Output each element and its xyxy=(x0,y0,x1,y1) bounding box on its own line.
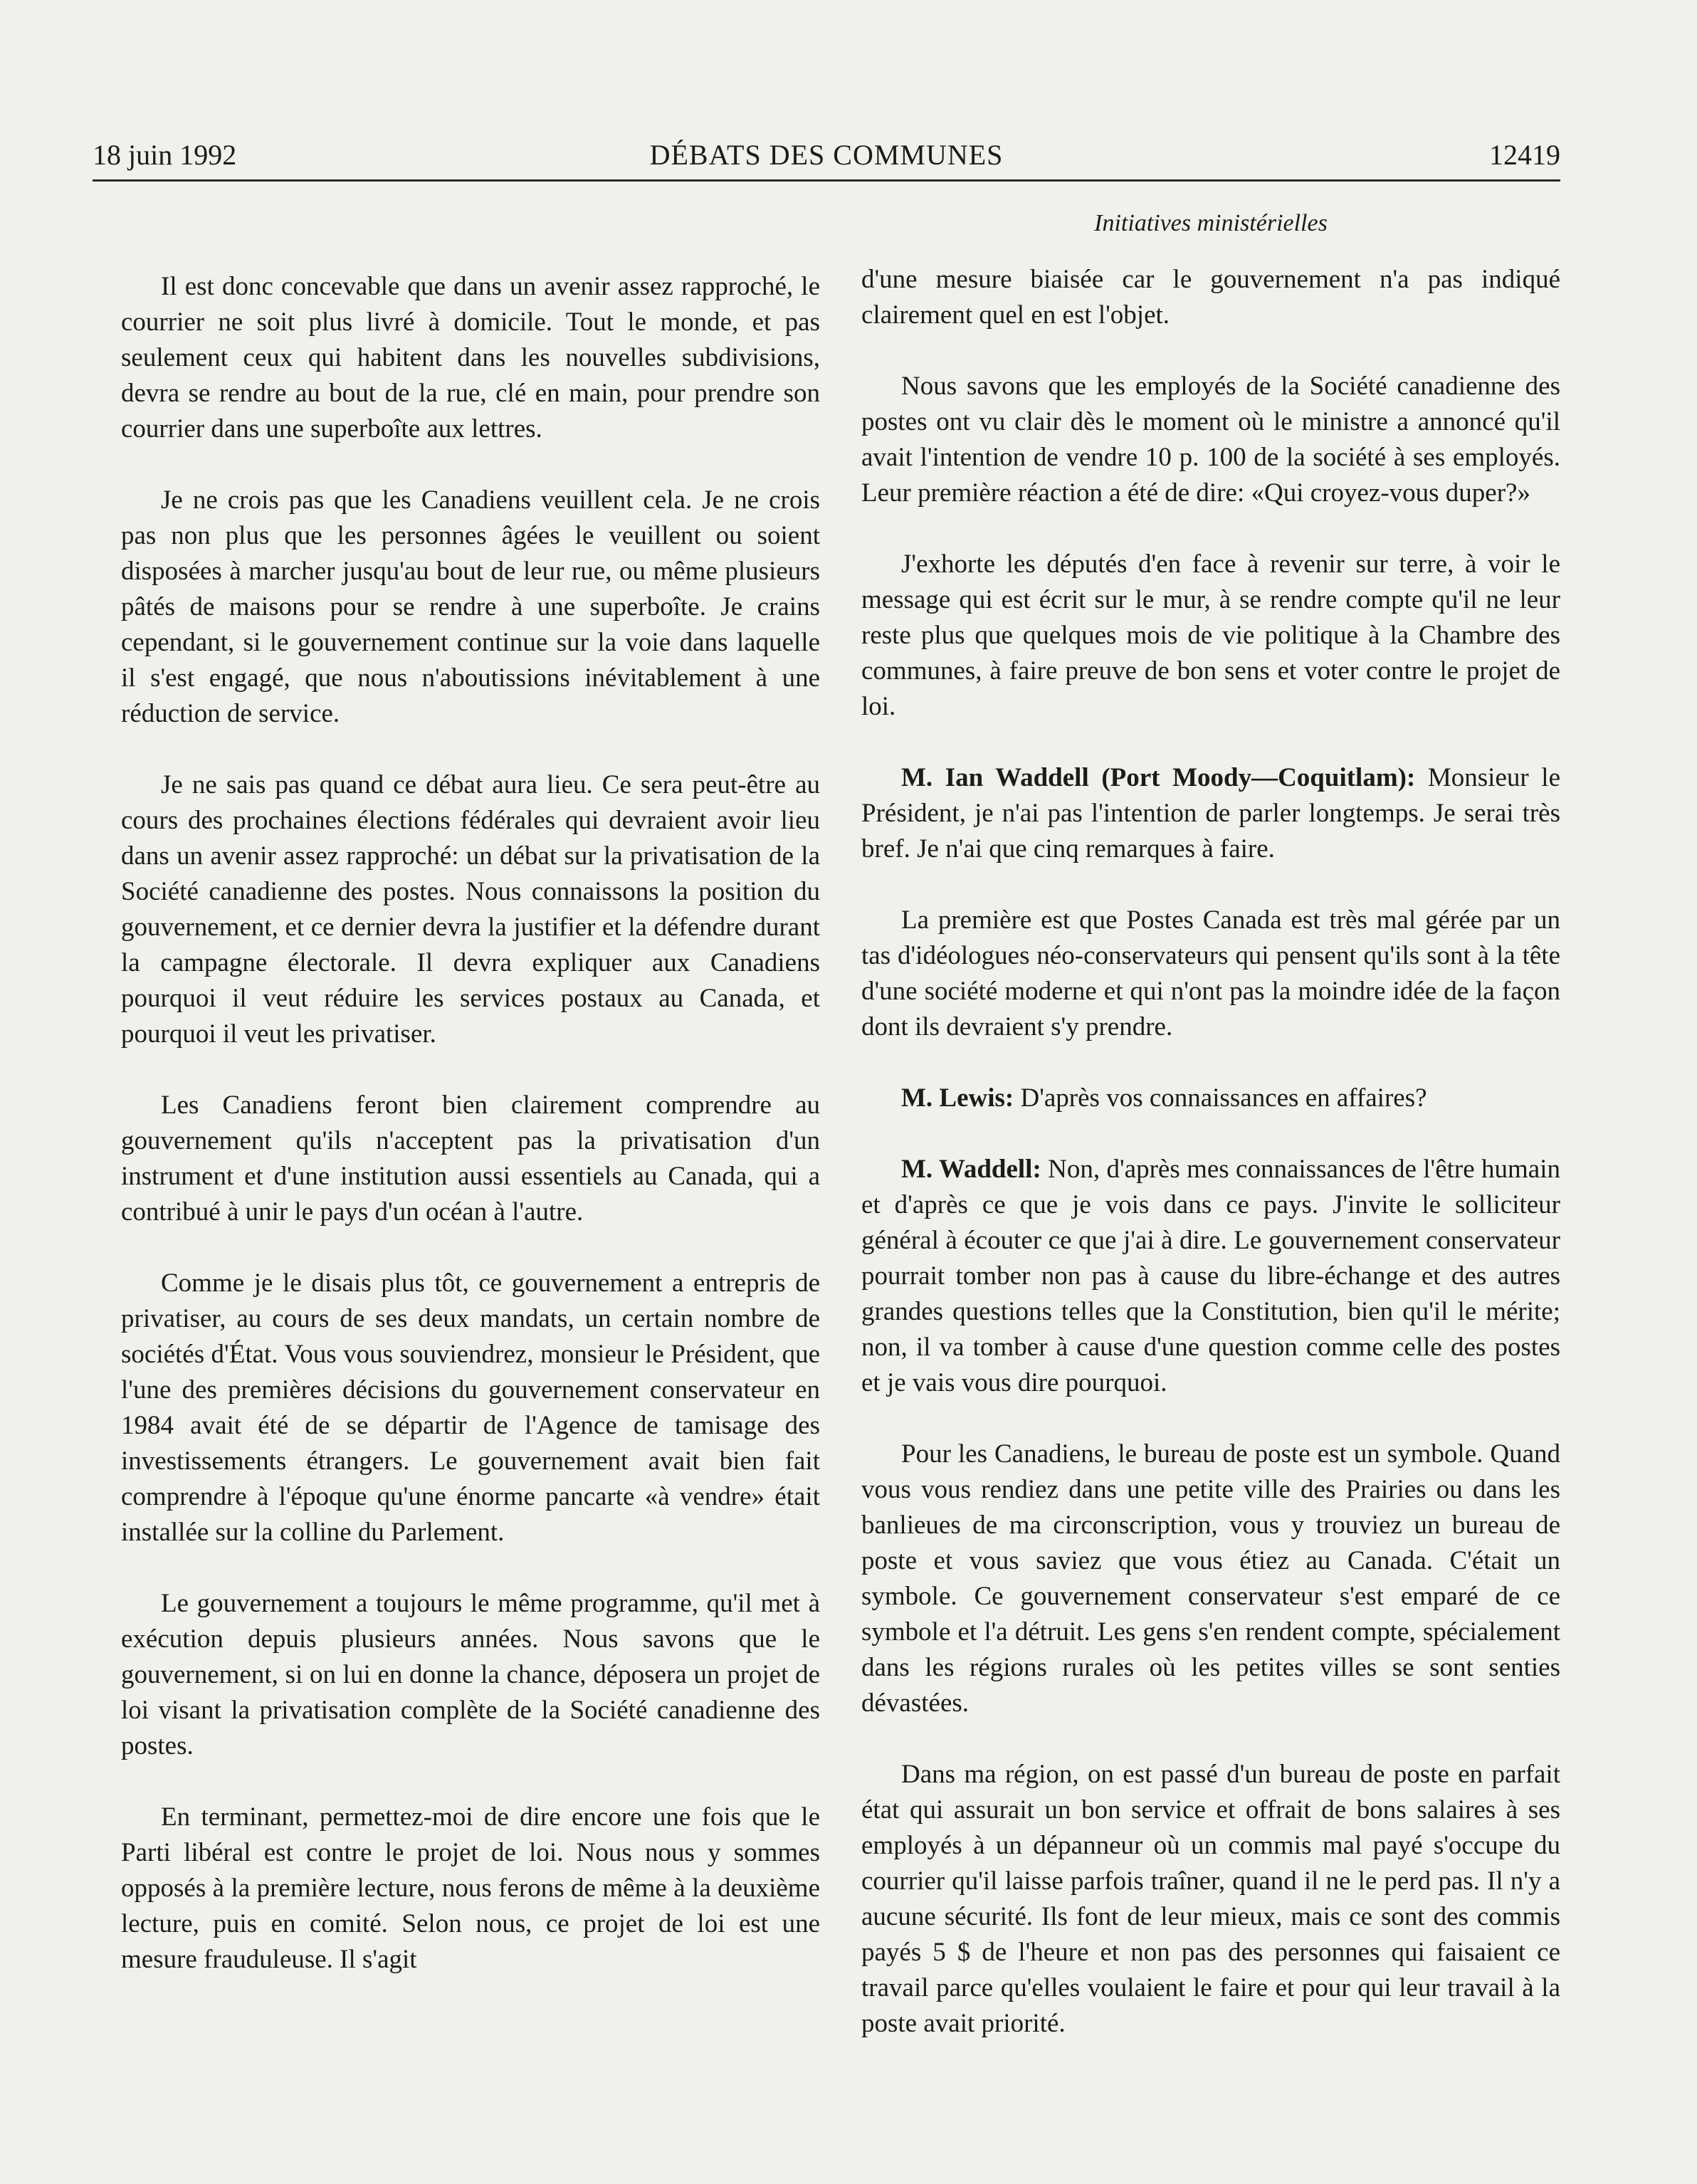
paragraph: Le gouvernement a toujours le même programme, qu'il met à exécution depuis plusieurs années. Nous savons que le gouvernement, si on lui en donne la chance, déposera un projet de loi visant la privatisation complète de la Société canadienne des postes. xyxy=(121,1589,820,1760)
paragraph: Dans ma région, on est passé d'un bureau de poste en parfait état qui assurait un bon service et offrait de bons salaires à ses employés à un dépanneur où un commis mal payé s'occupe du courrier qu'il laisse parfois traîner, quand il ne le perd pas. Il n'y a aucune sécurité. Ils font de leur mieux, mais ce sont des commis payés 5 $ de l'heure et non pas des personnes qui faisaient ce travail parce qu'elles voulaient le faire et pour qui leur travail à la poste avait priorité. xyxy=(861,1760,1560,2038)
paragraph: Nous savons que les employés de la Société canadienne des postes ont vu clair dès le moment où le ministre a annoncé qu'il avait l'intention de vendre 10 p. 100 de la société à ses employés. Leur première réaction a été de dire: «Qui croyez-vous duper?» xyxy=(861,372,1560,508)
speech-text: Monsieur le Président, je n'ai pas l'intention de parler longtemps. Je serai très bref. Je n'ai que cinq remarques à faire. xyxy=(861,763,1560,863)
paragraph: Pour les Canadiens, le bureau de poste est un symbole. Quand vous vous rendiez dans une petite ville des Prairies ou dans les banlieues de ma circonscription, vous y trouviez un bureau de poste et vous saviez que vous étiez au Canada. C'était un symbole. Ce gouvernement conservateur s'est emparé de ce symbole et l'a détruit. Les gens s'en rendent compte, spécialement dans les régions rurales où les petites villes se sont senties dévastées. xyxy=(861,1439,1560,1718)
right-column xyxy=(861,262,1560,2077)
paragraph: La première est que Postes Canada est très mal gérée par un tas d'idéologues néo-conservateurs qui pensent qu'ils sont à la tête d'une société moderne et qui n'ont pas la moindre idée de la façon dont ils devraient s'y prendre. xyxy=(861,905,1560,1041)
paragraph: Les Canadiens feront bien clairement comprendre au gouvernement qu'ils n'acceptent pas la privatisation d'un instrument et d'une institution aussi essentiels au Canada, qui a contribué à unir le pays d'un océan à l'autre. xyxy=(121,1091,820,1227)
speech-paragraph xyxy=(861,1081,1560,1116)
paragraph: Je ne crois pas que les Canadiens veuillent cela. Je ne crois pas non plus que les personnes âgées le veuillent ou soient disposées à marcher jusqu'au bout de leur rue, ou même plusieurs pâtés de maisons pour se rendre à une superboîte. Je crains cependant, si le gouvernement continue sur la voie dans laquelle il s'est engagé, que nous n'aboutissions inévitablement à une réduction de service. xyxy=(121,485,820,728)
paragraph: En terminant, permettez-moi de dire encore une fois que le Parti libéral est contre le projet de loi. Nous nous y sommes opposés à la première lecture, nous ferons de même à la deuxième lecture, puis en comité. Selon nous, ce projet de loi est une mesure frauduleuse. Il s'agit xyxy=(121,1802,820,1974)
paragraph: Comme je le disais plus tôt, ce gouvernement a entrepris de privatiser, au cours de ses deux mandats, un certain nombre de sociétés d'État. Vous vous souviendrez, monsieur le Président, que l'une des premières décisions du gouvernement conservateur en 1984 avait été de se départir de l'Agence de tamisage des investissements étrangers. Le gouvernement avait bien fait comprendre à l'époque qu'une énorme pancarte «à vendre» était installée sur la colline du Parlement. xyxy=(121,1269,820,1547)
section-label: Initiatives ministérielles xyxy=(1094,210,1328,236)
speaker-name: M. Waddell: xyxy=(901,1155,1041,1184)
speech-paragraph xyxy=(861,760,1560,867)
page-header xyxy=(93,135,1560,175)
header-title: DÉBATS DES COMMUNES xyxy=(649,139,1004,171)
speaker-name: M. Ian Waddell (Port Moody—Coquitlam): xyxy=(901,763,1416,792)
header-rule xyxy=(93,179,1560,182)
speaker-name: M. Lewis: xyxy=(901,1083,1014,1113)
speech-text: D'après vos connaissances en affaires? xyxy=(1014,1083,1427,1113)
continued-paragraph: d'une mesure biaisée car le gouvernement n'a pas indiqué clairement quel en est l'objet. xyxy=(861,265,1560,330)
left-column xyxy=(121,269,820,2013)
header-page-number: 12419 xyxy=(1489,139,1560,171)
paragraph: J'exhorte les députés d'en face à revenir sur terre, à voir le message qui est écrit sur le mur, à se rendre compte qu'il ne leur reste plus que quelques mois de vie politique à la Chambre des communes, à faire preuve de bon sens et voter contre le projet de loi. xyxy=(861,550,1560,721)
speech-paragraph xyxy=(861,1152,1560,1401)
header-date: 18 juin 1992 xyxy=(93,139,237,171)
paragraph: Il est donc concevable que dans un avenir assez rapproché, le courrier ne soit plus livré à domicile. Tout le monde, et pas seulement ceux qui habitent dans les nouvelles subdivisions, devra se rendre au bout de la rue, clé en main, pour prendre son courrier dans une superboîte aux lettres. xyxy=(121,272,820,443)
speech-text: Non, d'après mes connaissances de l'être humain et d'après ce que je vois dans ce pays. J'invite le solliciteur général à écouter ce que j'ai à dire. Le gouvernement conservateur pourrait tomber non pas à cause du libre-échange et des autres grandes questions telles que la Constitution, bien qu'il le mérite; non, il va tomber à cause d'une question comme celle des postes et je vais vous dire pourquoi. xyxy=(861,1155,1561,1397)
paragraph: Je ne sais pas quand ce débat aura lieu. Ce sera peut-être au cours des prochaines élections fédérales qui devraient avoir lieu dans un avenir assez rapproché: un débat sur la privatisation de la Société canadienne des postes. Nous connaissons la position du gouvernement, et ce dernier devra la justifier et la défendre durant la campagne électorale. Il devra expliquer aux Canadiens pourquoi il veut réduire les services postaux au Canada, et pourquoi il veut les privatiser. xyxy=(121,770,820,1049)
